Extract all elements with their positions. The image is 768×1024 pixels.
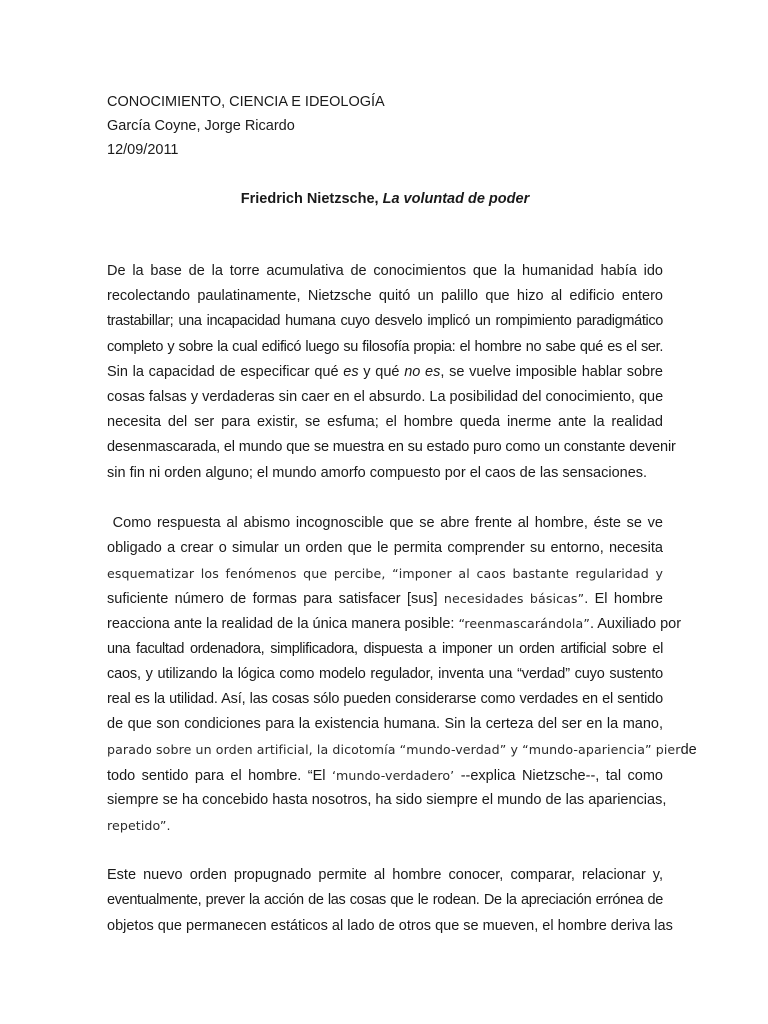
text-segment: suficiente número de formas para satisfacer [sus] <box>107 591 444 608</box>
text-segment: . El hombre <box>584 591 663 608</box>
document-header <box>107 90 667 162</box>
text-segment: --explica Nietzsche--, tal como <box>454 767 663 784</box>
title-work: La voluntad de poder <box>382 191 530 207</box>
text-line: siempre se ha concebido hasta nosotros, ha sido siempre el mundo de las apariencias, <box>107 791 667 808</box>
text-line: caos, y utilizando la lógica como modelo regulador, inventa una “verdad” cuyo sustento <box>107 665 663 682</box>
text-line: obligado a crear o simular un orden que le permita comprender su entorno, necesita <box>107 539 663 556</box>
text-line: de que son condiciones para la existencia humana. Sin la certeza del ser en la mano, <box>107 716 663 733</box>
text-line <box>107 611 682 636</box>
text-line: Este nuevo orden propugnado permite al hombre conocer, comparar, relacionar y, <box>107 867 663 884</box>
text-line: repetido”. <box>107 817 171 833</box>
text-segment: , se vuelve imposible hablar sobre <box>440 363 663 380</box>
document-date: 12/09/2011 <box>107 142 179 158</box>
text-line: completo y sobre la cual edificó luego su filosofía propia: el hombre no sabe qué es el ser. <box>107 338 663 355</box>
text-segment: de <box>680 742 697 759</box>
text-segment: . Auxiliado por <box>589 616 682 633</box>
text-line <box>107 586 663 611</box>
text-segment: Sin la capacidad de especificar qué <box>107 363 344 380</box>
text-segment: y qué <box>358 363 405 380</box>
quoted-segment: ‘mundo-verdadero’ <box>331 767 455 783</box>
text-line <box>107 360 663 385</box>
emphasis-es: es <box>343 363 359 380</box>
course-title: CONOCIMIENTO, CIENCIA E IDEOLOGÍA <box>107 94 385 110</box>
text-line: una facultad ordenadora, simplificadora, dispuesta a imponer un orden artificial sobre el <box>107 640 663 657</box>
paragraph-3 <box>107 863 673 939</box>
title-author: Friedrich Nietzsche, <box>240 191 379 207</box>
text-line: sin fin ni orden alguno; el mundo amorfo compuesto por el caos de las sensaciones. <box>107 464 648 481</box>
document-title <box>107 187 663 211</box>
text-line: Como respuesta al abismo incognoscible que se abre frente al hombre, éste se ve <box>107 514 663 531</box>
quoted-segment: necesidades básicas” <box>443 591 585 607</box>
text-line: esquematizar los fenómenos que percibe, “imponer al caos bastante regularidad y <box>107 566 663 582</box>
text-line: desenmascarada, el mundo que se muestra en su estado puro como un constante devenir <box>107 439 676 456</box>
text-line: objetos que permanecen estáticos al lado de otros que se mueven, el hombre deriva las <box>107 917 673 934</box>
text-line: cosas falsas y verdaderas sin caer en el absurdo. La posibilidad del conocimiento, que <box>107 388 664 405</box>
text-segment: todo sentido para el hombre. “El <box>107 767 332 784</box>
document-body <box>107 259 697 964</box>
text-line: trastabillar; una incapacidad humana cuyo desvelo implicó un rompimiento paradigmático <box>107 313 663 330</box>
text-line: real es la utilidad. Así, las cosas sólo pueden considerarse como verdades en el sentido <box>107 691 663 707</box>
text-line: recolectando paulatinamente, Nietzsche quitó un palillo que hizo al edificio entero <box>107 288 663 305</box>
paragraph-1 <box>107 259 676 486</box>
text-line <box>107 763 663 788</box>
text-line: De la base de la torre acumulativa de conocimientos que la humanidad había ido <box>107 263 663 279</box>
paragraph-2 <box>107 511 697 838</box>
quoted-segment: “reenmascarándola” <box>458 616 590 632</box>
text-segment: reacciona ante la realidad de la única manera posible: <box>107 616 459 633</box>
emphasis-no-es: no es <box>404 363 441 380</box>
text-line: necesita del ser para existir, se esfuma; el hombre queda inerme ante la realidad <box>107 414 663 431</box>
text-line <box>107 737 697 762</box>
text-line: eventualmente, prever la acción de las cosas que le rodean. De la apreciación errónea de <box>107 892 663 909</box>
author-name: García Coyne, Jorge Ricardo <box>107 118 295 134</box>
quoted-segment: parado sobre un orden artificial, la dicotomía “mundo-verdad” y “mundo-apariencia” pier <box>107 742 681 758</box>
